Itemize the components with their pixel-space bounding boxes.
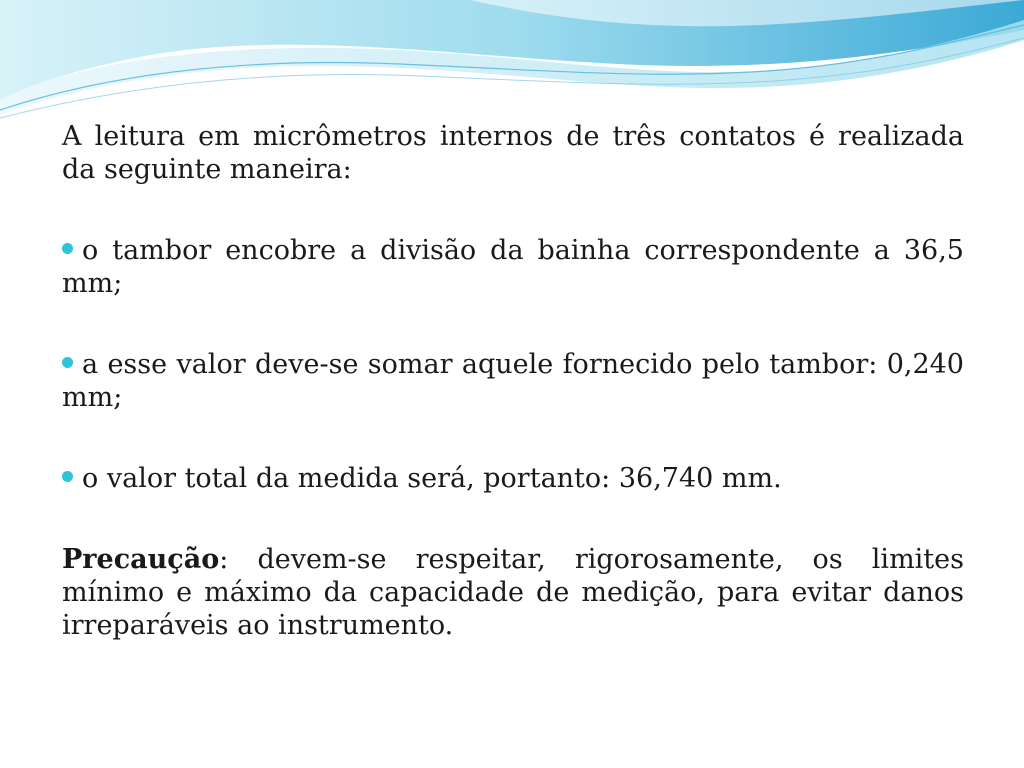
bullet-item [62, 462, 964, 495]
header-wave-decoration [0, 0, 1024, 130]
bullet-text: o valor total da medida será, portanto: 36,740 mm. [82, 463, 782, 494]
bullet-dot-icon [62, 357, 73, 368]
slide-content [62, 120, 964, 642]
bullet-dot-icon [62, 243, 73, 254]
bullet-text: o tambor encobre a divisão da bainha correspondente a 36,5 mm; [62, 235, 964, 299]
intro-paragraph: A leitura em micrômetros internos de três contatos é realizada da seguinte maneira: [62, 121, 964, 185]
bullet-item [62, 348, 964, 414]
bullet-item [62, 234, 964, 300]
bullet-dot-icon [62, 471, 73, 482]
caution-text: : devem-se respeitar, rigorosamente, os limites mínimo e máximo da capacidade de medição, para evitar danos irreparáveis ao instrumento. [62, 544, 964, 641]
caution-paragraph [62, 543, 964, 642]
bullet-text: a esse valor deve-se somar aquele fornecido pelo tambor: 0,240 mm; [62, 349, 964, 413]
caution-label: Precaução [62, 544, 220, 575]
